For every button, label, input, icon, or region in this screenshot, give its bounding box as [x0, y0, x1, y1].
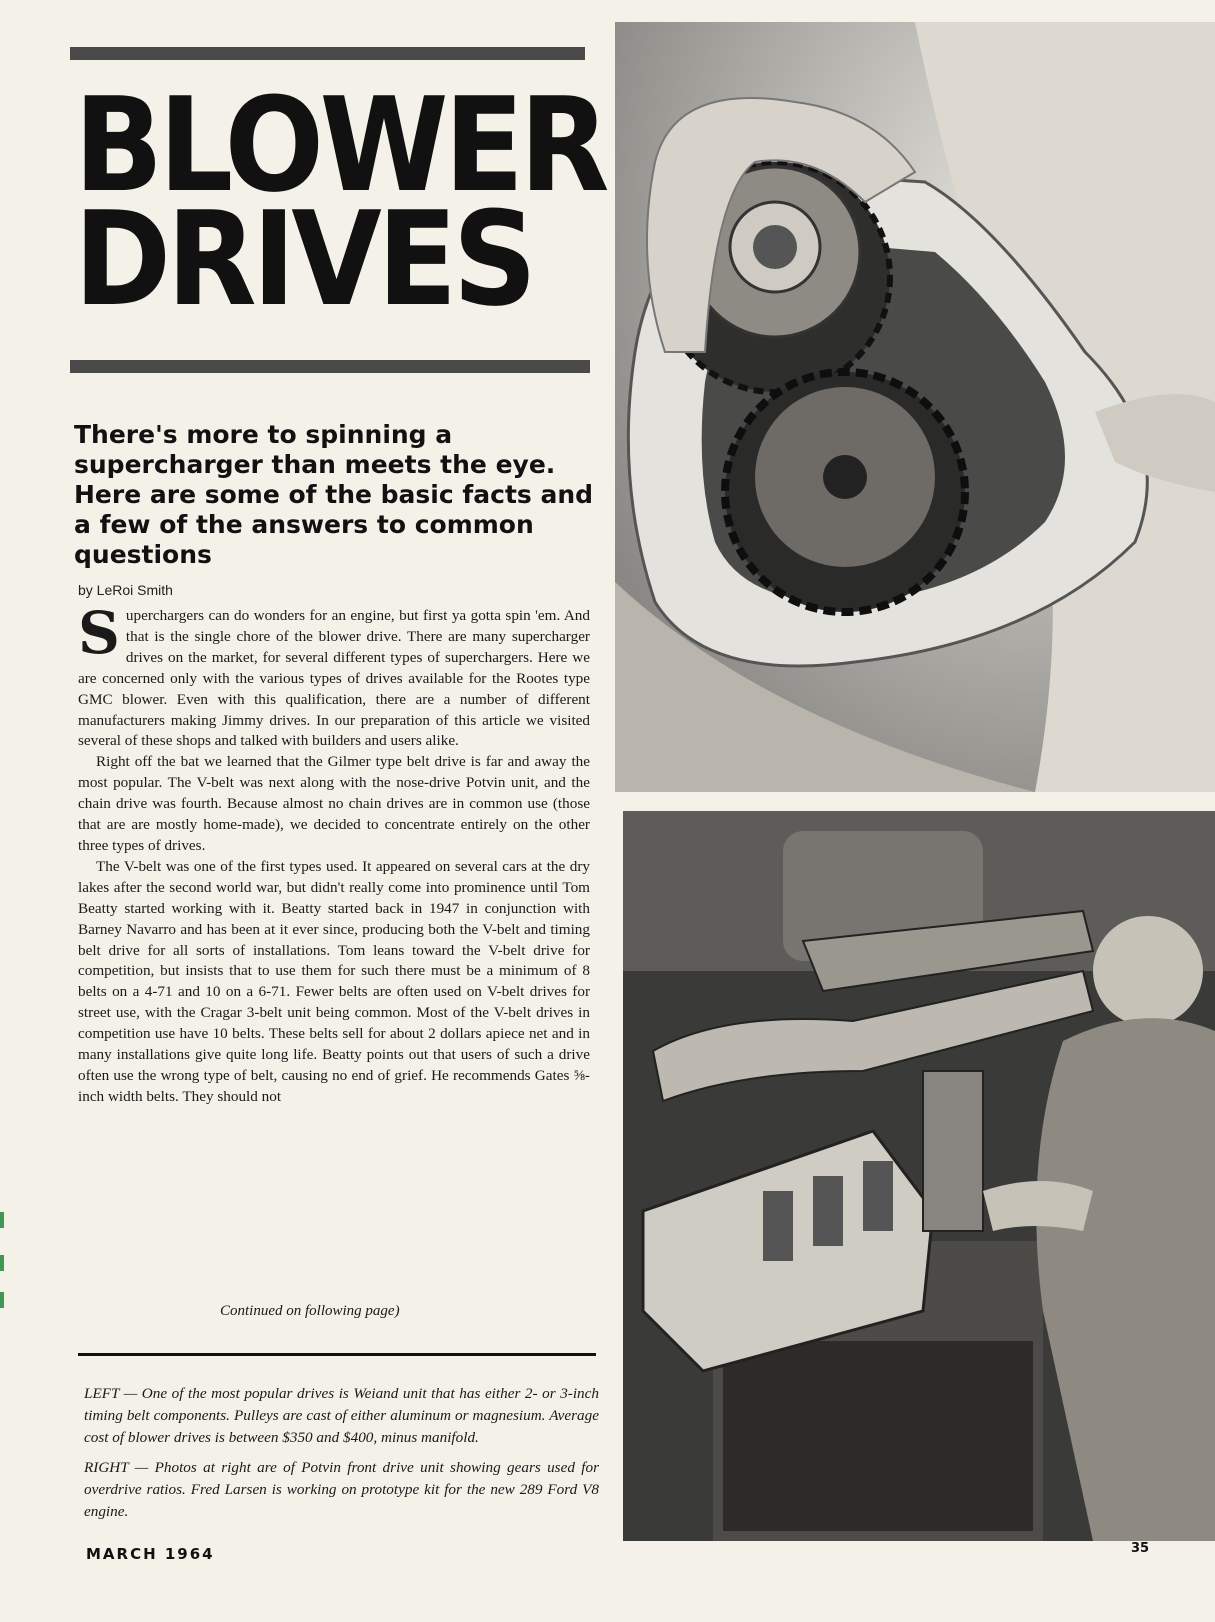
top-rule [70, 47, 585, 60]
continued-note: Continued on following page) [220, 1303, 400, 1319]
article-body [78, 599, 590, 1108]
photo-supercharger-bench [623, 811, 1215, 1541]
paragraph-1-text: uperchargers can do wonders for an engine, but first ya gotta spin 'em. And that is the single chore of the blower drive. There are many supercharger drives on the market, for several different types of superchargers. Here we are concerned only with the various types of drives available for the Rootes type GMC blower. Even with this qualification, there are a number of different manufacturers making Jimmy drives. In our preparation of this article we visited several of these shops and talked with builders and users alike. [78, 607, 590, 750]
deck: There's more to spinning a supercharger than meets the eye. Here are some of the basic facts and a few of the answers to common questions [74, 420, 594, 569]
headline-line-1: BLOWER [74, 69, 606, 221]
photo-gear-drive [615, 22, 1215, 792]
caption-right: RIGHT — Photos at right are of Potvin front drive unit showing gears used for overdrive ratios. Fred Larsen is working on prototype kit for the new 289 Ford V8 engine. [84, 1459, 599, 1520]
mid-rule [70, 360, 590, 373]
supercharger-bench-illustration [623, 811, 1215, 1541]
paragraph-1 [78, 599, 590, 752]
footer-date: MARCH 1964 [86, 1545, 215, 1563]
caption-rule [78, 1353, 596, 1356]
headline-line-2: DRIVES [74, 183, 533, 335]
caption-left: LEFT — One of the most popular drives is Weiand unit that has either 2- or 3-inch timing belt components. Pulleys are cast of either aluminum or magnesium. Average cost of blower drives is between $350 and $400, minus manifold. [84, 1385, 599, 1446]
photo-captions [84, 1383, 599, 1531]
edge-mark [0, 1212, 4, 1228]
paragraph-2: Right off the bat we learned that the Gilmer type belt drive is far and away the most popular. The V-belt was next along with the nose-drive Potvin unit, and the chain drive was fourth. Because almost no chain drives are in common use (those that are are mostly home-made), we decided to concentrate entirely on the other three types of drives. [78, 753, 590, 854]
drop-cap: S [78, 599, 120, 667]
headline [74, 69, 606, 335]
byline: by LeRoi Smith [78, 582, 173, 598]
edge-mark [0, 1292, 4, 1308]
edge-mark [0, 1255, 4, 1271]
gear-drive-illustration [615, 22, 1215, 792]
paragraph-3: The V-belt was one of the first types used. It appeared on several cars at the dry lakes after the second world war, but didn't really come into prominence until Tom Beatty started working with it. Beatty started back in 1947 in conjunction with Barney Navarro and has been at it ever since, producing both the V-belt and timing belt drive for all sorts of installations. Tom leans toward the V-belt drive for competition, but insists that to use them for such there must be a minimum of 8 belts on a 4-71 and 10 on a 6-71. Fewer belts are often used on V-belt drives for street use, with the Cragar 3-belt unit being common. Most of the V-belt drives in competition use have 10 belts. These belts sell for about 2 dollars apiece net and in many installations give quite long life. Beatty points out that users of such a drive often use the wrong type of belt, causing no end of grief. He recommends Gates ⅝-inch width belts. They should not [78, 857, 590, 1105]
page-number: 35 [1131, 1541, 1150, 1556]
